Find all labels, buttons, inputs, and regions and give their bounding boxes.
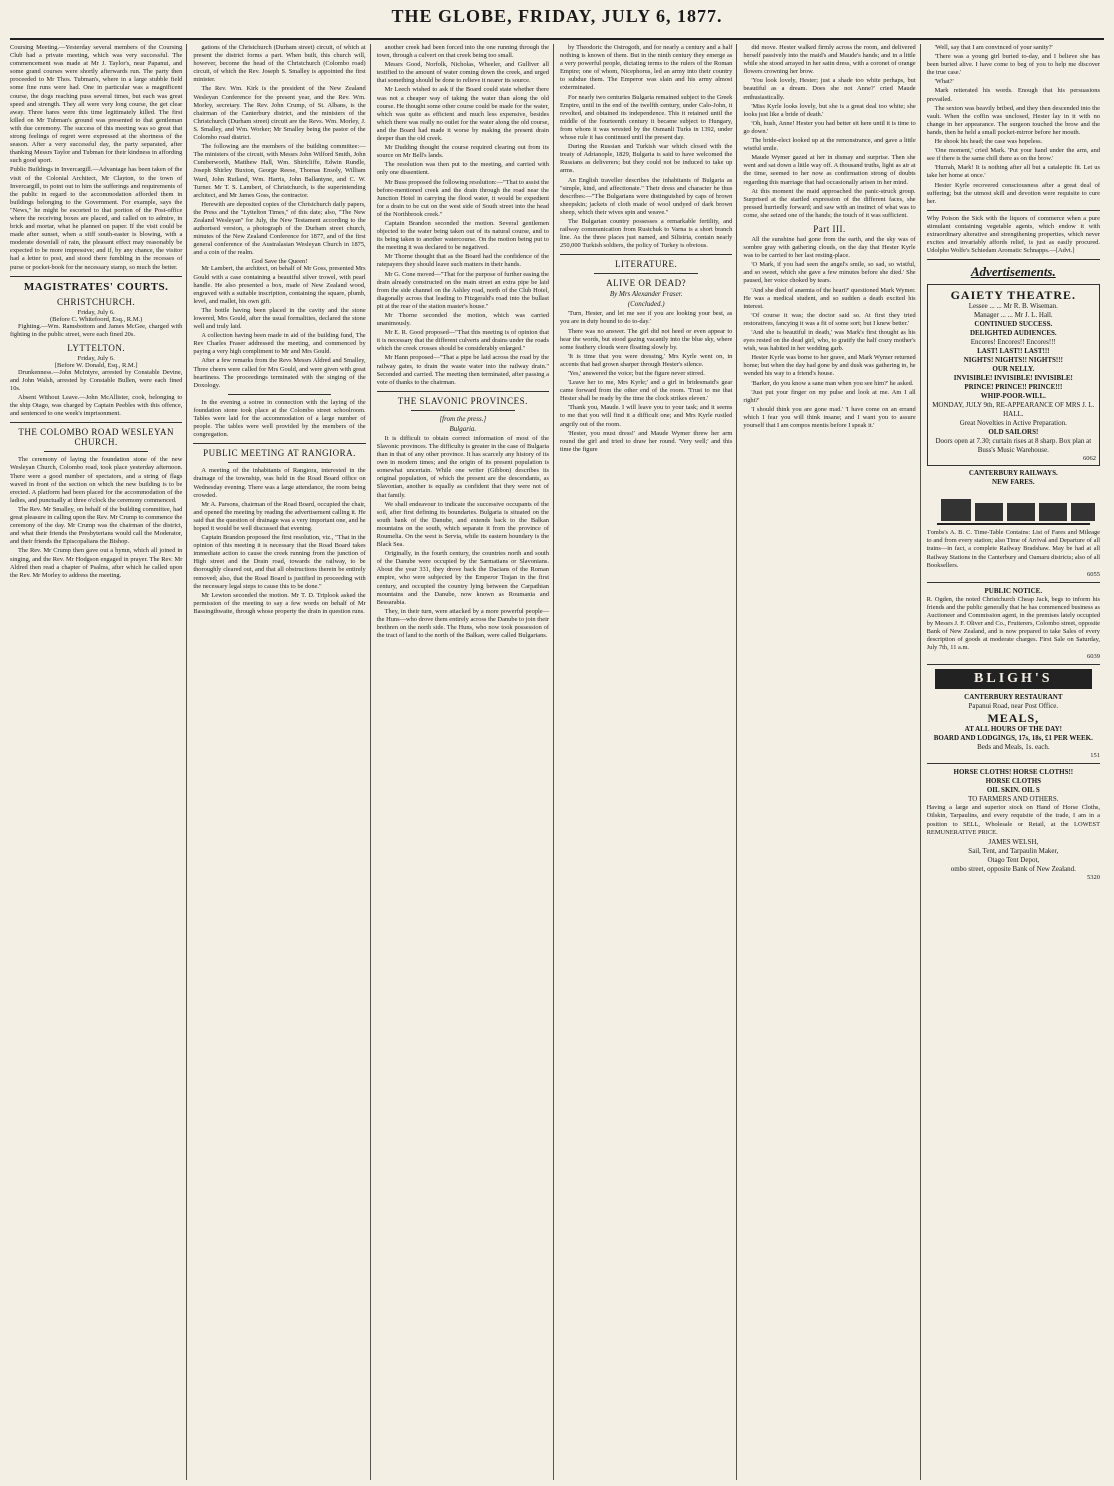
story-paragraph: 'Turn, Hester, and let me see if you are looking your best, as you are in duty bound to do to-day.' xyxy=(559,310,733,326)
divider xyxy=(927,664,1100,665)
heading-christchurch: CHRISTCHURCH. xyxy=(57,296,136,307)
source-line: [from the press.] xyxy=(439,414,487,423)
article-paragraph: They, in their turn, were attacked by a more powerful people—the Huns—who drove them entirely across the Danube to join their brethren on the north side. The Huns, who now took possession of the tract of land to the north of the Balkan, were called Bulgarians. xyxy=(376,607,549,640)
divider xyxy=(594,273,697,274)
article-paragraph: The Rev. Mr Crump then gave out a hymn, which all joined in singing, and the Rev. Mr Hodgson engaged in prayer. The Rev. Mr Aldred then read a chapter of Psalms, after which he called upon the Rev. Mr Morley to address the meeting. xyxy=(10,547,183,579)
story-paragraph: 'Miss Kyrle looks lovely, but she is a great deal too white; she looks just like a bride of death.' xyxy=(743,102,916,118)
advertisements-heading: Advertisements. xyxy=(970,264,1056,280)
divider xyxy=(10,422,182,423)
story-paragraph: Hester Kyrle was borne to her grave, and Mark Wymer returned home; but when the day had gone by and dusk was gathering in, he wended his way to a friend's house. xyxy=(743,354,916,378)
article-paragraph: Mr Leech wished to ask if the Board could state whether there was not a cheaper way of taking the water than along the old course. He thought some other course could be made for the water, which was quite as efficient and much less expensive, besides which there was really no outlet for the water along the old course, and the Board had made it worse by making the present drain deeper than the old creek. xyxy=(376,86,549,143)
ad-line: HORSE CLOTHS xyxy=(985,777,1042,786)
story-paragraph: The bride-elect looked up at the remonstrance, and gave a little wistful smile. xyxy=(743,137,916,153)
divider xyxy=(560,254,732,255)
story-paragraph: 'Yes,' answered the voice; but the figure never stirred. xyxy=(567,370,705,377)
heading-slavonic: THE SLAVONIC PROVINCES. xyxy=(397,395,528,406)
newspaper-title: THE GLOBE, FRIDAY, JULY 6, 1877. xyxy=(391,6,723,26)
ad-number: 6062 xyxy=(1082,455,1096,463)
heading-rangiora: PUBLIC MEETING AT RANGIORA. xyxy=(203,448,356,459)
article-paragraph: It is difficult to obtain correct information of most of the Slavonic provinces. The difficulty is greater in the case of Bulgaria than in that of any other province. It has scarcely any history of its own in modern times; and the origin of its present population is somewhat uncertain. While one writer (Gibbon) describes its original population, of which the present are the descendants, as Slavonian, another is equally as confident that they were not of that family. xyxy=(376,434,549,499)
ad-banner: BLIGH'S xyxy=(935,669,1092,689)
article-paragraph: The bottle having been placed in the cavity and the stone lowered, Mrs Gould, after the usual formalities, declared the stone well and truly laid. xyxy=(193,306,366,331)
ad-title: PUBLIC NOTICE. xyxy=(984,586,1043,595)
court-drunkenness: Drunkenness.—John McIntyre, arrested by Constable Devine, and John Walsh, arrested by Constable Bullen, were each fined 10s. xyxy=(10,368,183,392)
article-paragraph: In the evening a soiree in connection with the laying of the foundation stone took place at the Colombo street schoolroom. Tables were laid for the accommodation of a large number of people. The tables were well provided by the members of the congregation. xyxy=(193,398,366,439)
ad-body: Having a large and superior stock on Hand of Horse Cloths, Oilskin, Tarpaulins, and every requisite of the trade, I am in a position to SELL, Wholesale or Retail, at the LOWEST REMUNERATIVE PRICE. xyxy=(926,804,1100,836)
ad-line: Encores! Encores!! Encores!!! xyxy=(970,338,1056,347)
story-paragraph: Mark reiterated his words. Enough that his persuasions prevailed. xyxy=(926,87,1100,103)
ad-title: GAIETY THEATRE. xyxy=(950,288,1077,303)
ad-title: HORSE CLOTHS! HORSE CLOTHS!! xyxy=(953,768,1074,777)
story-paragraph: 'Just put your finger on my pulse and look at me. Am I all right?' xyxy=(743,388,916,404)
article-paragraph: Mr A. Parsons, chairman of the Road Board, occupied the chair, and opened the meeting by reading the advertisement calling it. He said that the question of drainage was a very important one, and he hoped it would be well discussed that evening. xyxy=(193,500,366,532)
article-paragraph: The ceremony of laying the foundation stone of the new Wesleyan Church, Colombo road, took place yesterday afternoon. There were a good number of spectators, and a string of flags waved in front of the section on which the new building is to be erected. A platform had been placed for the accommodation of the ladies, and punctually at three o'clock the ceremony commenced. xyxy=(10,456,183,504)
ad-subtitle: NEW FARES. xyxy=(992,478,1035,487)
divider xyxy=(377,391,549,392)
story-paragraph: 'Barker, do you know a sane man when you see him?' he asked. xyxy=(751,379,914,387)
story-paragraph: 'Oh, hush, Anne! Hester you had better sit here until it is time to go down.' xyxy=(743,119,916,135)
ad-line: Otago Tent Depot, xyxy=(987,855,1040,864)
ad-body: Tombs's A. B. C. Time-Table Contains: List of Fares and Mileage to and from every station; also Time of Arrival and Departure of all trains—in fact, a complete Railway Bradshaw. May be had at all Railway Stations in the Canterbury and Oamaru districts; also of all Booksellers. xyxy=(926,529,1100,569)
article-paragraph: The resolution was then put to the meeting, and carried with only one dissentient. xyxy=(376,161,549,177)
article-paragraph: Mr Lewton seconded the motion. Mr T. D. Triplook asked the permission of the meeting to say a few words on behalf of Mr Bassingthwaite, through whose property the drain in question runs. xyxy=(193,591,366,615)
ad-line: Manager ... ... Mr J. L. Hall. xyxy=(973,311,1053,320)
article-coursing: Coursing Meeting.—Yesterday several members of the Coursing Club had a private meeting, which was very successful. The commencement was made at Mr J. Taylor's, near Papanui, and some grand courses were shortly afterwards run. The party then proceeded to Mr Thos. Tubman's, where in a large stubble field some fine runs were had. One in particular was a magnificent course, the dogs reaching puss several times, but each was great speed and strength. They all were very long course, the get clear away. Three hares were this time legitimately killed. The first killed on Mr Tubman's ground was presented to that gentleman with due ceremony. The success of this meeting was so great that strong feelings of regret were expressed at the shortness of the season. After a very successful day, the party separated, after thanking Messrs Taylor and Tubman for their kindness in affording such good sport. xyxy=(10,44,183,165)
story-paragraph: The sexton was heavily bribed, and they then descended into the vault. When the coffin was unclosed, Hester lay in it with no change in her appearance. The surgeon touched the brow and the hands, then he held a small pocket-mirror before her mouth. xyxy=(926,104,1100,136)
before-line: (Before C. Whitefoord, Esq., R.M.) xyxy=(50,315,143,323)
story-paragraph: 'Hester, you must dress!' and Maude Wymer threw her arm round the girl and tried to draw her round. 'Very well;' and this time the figure xyxy=(559,429,733,453)
story-paragraph: There was no answer. The girl did not heed or even appear to hear the words, but stood gazing vacantly into the blue sky, where some feathery clouds were floating slowly by. xyxy=(559,327,733,351)
story-paragraph: He shook his head; the case was hopeless. xyxy=(934,138,1043,146)
column-5 xyxy=(743,44,920,1480)
ad-number: 6055 xyxy=(1086,570,1100,578)
subheading-bulgaria: Bulgaria. xyxy=(449,424,477,433)
article-paragraph: A meeting of the inhabitants of Rangiora, interested in the drainage of the township, was held in the Road Board office on Wednesday evening. There was a large attendance, the room being crowded. xyxy=(193,467,366,499)
article-paragraph: Originally, in the fourth century, the countries north and south of the Danube were occupied by the Sarmatians or Slavonians. About the year 331, they drove back the Dacians of the Roman empire, who were subjected by the Emperor Trajan in the first century, and occupied the country lying between the Carpathian mountains and the Danube, now known as Roumania and Bessarabia. xyxy=(376,550,549,606)
ad-number: 151 xyxy=(1090,752,1100,760)
story-author: By Mrs Alexander Fraser. xyxy=(609,290,683,299)
story-paragraph: 'Well, say that I am convinced of your sanity?' xyxy=(934,44,1053,51)
ad-line: MONDAY, JULY 9th, RE-APPEARANCE OF MRS J. L. HALL. xyxy=(932,401,1095,419)
column-4 xyxy=(560,44,737,1480)
ad-line: TO FARMERS AND OTHERS. xyxy=(968,795,1059,804)
article-paragraph: Mr G. Cone moved—"That for the purpose of further easing the drain already constructed on the main street an extra pipe be laid from the side channel on the Ashley road, north of the Club Hotel, diagonally across that leading to Fitzgerald's road into the bullast pit at the rear of the station master's house." xyxy=(376,270,549,310)
article-paragraph: The Rev. Mr Smalley, on behalf of the building committee, had great pleasure in calling upon the Rev. Mr Crump to commence the ceremony of the day. Mr Crump was the chairman of the district, and what their friends the Presbyterians would call the Moderator, and their friends the Episcopalians the Bishop. xyxy=(10,505,183,546)
ad-canterbury-railways xyxy=(927,469,1100,577)
story-paragraph: Maude Wymer gazed at her in dismay and surprise. Then she went and sat down a little way off. A thousand truths, light as air at the time, seemed to her now as confirmation strong of doubts regarding this marriage that had occasionally arisen in her mind. xyxy=(743,154,916,186)
column-1 xyxy=(10,44,187,1480)
article-paragraph: During the Russian and Turkish war which closed with the treaty of Adrianople, 1829, Bulgaria is said to have welcomed the Russians as deliverers; but they could not be induced to take up arms. xyxy=(559,143,733,175)
ad-line: AT ALL HOURS OF THE DAY! xyxy=(964,725,1062,734)
ad-line: Great Novelties in Active Preparation. xyxy=(959,419,1067,428)
article-paragraph: Mr Lambert, the architect, on behalf of Mr Goss, presented Mrs Gould with a case containing a beautiful silver trowel, with pearl handle. He also presented a box, made of New Zealand wood, engraved with a suitable inscription, containing the square, plumb, level, and mallet, his own gift. xyxy=(193,265,366,305)
ad-line: CONTINUED SUCCESS. xyxy=(974,320,1053,329)
article-invercargill: Public Buildings in Invercargill.—Advantage has been taken of the visit of the Colonial Architect, Mr Clayton, to the town of Invercargill, to point out to him the sufferings and requirements of the public in regard to the accommodation afforded them in buildings belonging to the Government. For example, says the "News," he might be escorted to that portion of the Post-office where the receiving boxes are placed, and called on to admire, in brick and mortar, what he planned on paper. If the visit could be made after sunset, when a stiff south-easter is blowing, with a moderate downfall of rain, the pleasant effect may reasonably be expected to be more impressive; and if, by any chance, the visitor had a letter to post, and stood there fumbling in the recesses of purse or pocket-book for the necessary stamp, so much the better. xyxy=(10,166,183,271)
ad-line: OIL SKIN. OIL S xyxy=(986,786,1040,795)
heading-lyttelton: LYTTELTON. xyxy=(67,342,126,353)
ad-line: Doors open at 7.30; curtain rises at 8 sharp. Box plan at Buss's Music Warehouse. xyxy=(935,437,1092,455)
story-paragraph: 'Leave her to me, Mrs Kyrle;' and a girl in bridesmaid's gear came forward from the other end of the room. 'Trust to me that Hester shall be ready by the time the clock strikes eleven.' xyxy=(559,379,733,403)
story-paragraph: 'And she died of anæmia of the heart?' questioned Mark Wymer. He was a medical student, and so sudden a death excited his interest. xyxy=(743,286,916,310)
ad-line: WHIP-POOR-WILL. xyxy=(980,392,1046,401)
article-paragraph: An English traveller describes the inhabitants of Bulgaria as "simple, kind, and affectionate." Their dress and character he thus describes:—"The Bulgarians were distinguished by caps of brown sheepskin; jackets of cloth made of wool undyed of dark brown sheep, which their wives spin and weave." xyxy=(559,176,733,216)
article-paragraph: The Rev. Wm. Kirk is the president of the New Zealand Wesleyan Conference for the present year, and the Rev. Wm. Morley, secretary. The Rev. John Crump, of St. Albans, is the chairman of the Canterbury district, and the ministers of the Christchurch (Durham street) circuit are the Revs. Wm. Morley, J. S. Smalley, and Wm. Worker; Mr Smalley being the pastor of the Colombo road district. xyxy=(193,85,366,142)
story-paragraph: 'I should think you are gone mad.' 'I have come on an errand which I fear you will think insane; and I want you to assure yourself that I am compos mentis before I speak it.' xyxy=(743,405,916,430)
ad-line: Beds and Meals, 1s. each. xyxy=(977,743,1050,752)
date-line: Friday, July 6. xyxy=(77,354,115,362)
divider xyxy=(10,276,182,277)
court-fighting: Fighting.—Wm. Ramsbottom and James McGee, charged with fighting in the public street, were each fined 20s. xyxy=(10,322,183,338)
ad-line: DELIGHTED AUDIENCES. xyxy=(969,329,1057,338)
article-paragraph: Mr Dudding thought the course required clearing out from its source on Mr Bell's lands. xyxy=(376,144,549,160)
story-paragraph: Hester Kyrle recovered consciousness after a great deal of suffering; but the utmost skill and devotion were requisite to cure her. xyxy=(926,181,1100,205)
story-paragraph: 'One moment,' cried Mark. 'Put your hand under the arm, and see if there is the same chill there as on the brow.' xyxy=(926,147,1100,163)
heading-magistrates: MAGISTRATES' COURTS. xyxy=(23,280,169,293)
ad-title: CANTERBURY RAILWAYS. xyxy=(968,469,1058,478)
divider xyxy=(228,462,331,463)
story-paragraph: All the sunshine had gone from the earth, and the sky was of sombre gray with gathering clouds, on the day that Hester Kyrle was to be carried to her last resting-place. xyxy=(743,235,916,260)
ad-line: PRINCE! PRINCE!! PRINCE!!! xyxy=(964,383,1063,392)
story-paragraph: At this moment the maid approached the panic-struck group. Surprised at the startled expression of the different faces, she pressed hurriedly forward; and saw with an instinct of what was to come, she seized one of the hands; the touch of it was sufficient. xyxy=(743,187,916,219)
divider xyxy=(927,259,1100,260)
ad-line: ombo street, opposite Bank of New Zealand. xyxy=(950,864,1076,873)
column-6 xyxy=(927,44,1104,1480)
column-2 xyxy=(193,44,370,1480)
divider xyxy=(411,410,514,411)
article-paragraph: A collection having been made in aid of the building fund, The Rev Charles Fraser addressed the meeting, and commenced by paying a very high compliment to Mr and Mrs Gould. xyxy=(193,332,366,356)
article-paragraph: The Bulgarian country possesses a remarkable fertility, and railway communication from Rustchuk to Varna is a short branch line. As the three places just named, and Silistria, contain nearly 250,000 Turkish soldiers, the policy of Turkey is obvious. xyxy=(559,217,733,250)
article-paragraph: gations of the Christchurch (Durham street) circuit, of which at present the district forms a part. When built, this church will, however, become the head of the Christchurch (Colombo road) circuit, of which the Rev. Joseph S. Smalley is appointed the first minister. xyxy=(193,44,366,84)
ad-line: Lessee ... ... Mr R. B. Wiseman. xyxy=(968,302,1058,311)
article-paragraph: For nearly two centuries Bulgaria remained subject to the Greek Empire, until in the end of the twelfth century, under Calo-John, it revolted, and obtained its independence. This it retained until the middle of the fourteenth century it became subject to Hungary, from whom it was wrested by the Osmanli Turks in 1392, under whose rule it has continued until the present day. xyxy=(559,93,733,142)
ad-line: OLD SAILORS! xyxy=(988,428,1039,437)
ad-line: Papanui Road, near Post Office. xyxy=(968,702,1059,711)
ad-line: LAST! LAST!! LAST!!! xyxy=(977,347,1050,356)
story-concluded: (Concluded.) xyxy=(627,300,665,309)
story-paragraph: 'You look lovely, Hester; just a shade too white perhaps, but beautiful as a dream. Does she not Anne?' cried Maude enthusiastically. xyxy=(743,77,916,101)
story-paragraph: 'Of course it was; the doctor said so. At first they tried restoratives, fancying it was a fit of some sort; but I knew better.' xyxy=(743,311,916,327)
ad-title: CANTERBURY RESTAURANT xyxy=(964,693,1063,702)
story-paragraph: did move. Hester walked firmly across the room, and delivered herself passively into the maid's and Maude's hands; and in a little while she stood arrayed in her satin dress, with a coronet of orange flowers crowning her brow. xyxy=(743,44,916,76)
story-paragraph: 'Thank you, Maude. I will leave you to your task; and it seems to me that you will find it a difficult one; and Mrs Kyrle rustled angrily out of the room. xyxy=(559,404,733,428)
story-paragraph: 'O Mark, if you had seen the angel's smile, so sad, so wistful, and so sweet, which she gave a few minutes before she died.' She paused, her voice choked by tears. xyxy=(743,261,916,285)
column-3 xyxy=(377,44,554,1480)
ad-horse-cloths xyxy=(927,768,1100,880)
divider xyxy=(44,451,147,452)
heading-literature: LITERATURE. xyxy=(615,259,678,270)
article-paragraph: Captain Brandon seconded the motion. Several gentlemen objected to the water being taken out of its natural course, and to its being taken to another watercourse. On the motion being put to the meeting it was declared to be negatived. xyxy=(376,219,549,252)
divider xyxy=(228,394,331,395)
article-paragraph: We shall endeavour to indicate the successive occupants of the soil, after first defining its boundaries. Bulgaria is situated on the south bank of the Danube, and extends back to the Balkan mountains on the south, which separate it from the province of Roumelia. On the west is Servia, while its eastern boundary is the Black Sea. xyxy=(376,500,549,549)
article-paragraph: The following are the members of the building committee:—The ministers of the circuit, with Messrs John Wilford Smith, John Cumberworth, Matthew Hall, Wm. Shirtcliffe, Edwin Rundle, Joseph Shirley Buxton, George Reese, Thomas Ensoly, William Ward, John Rutland, Wm. Harris, John Ballantyne, and C. W. Turner. Mr T. S. Lambert, of Christchurch, is the superintending architect, and Mr James Goss, the contractor. xyxy=(193,143,366,199)
newspaper-columns xyxy=(10,44,1104,1480)
ad-line: JAMES WELSH, xyxy=(988,837,1039,846)
article-paragraph: God Save the Queen! xyxy=(251,258,308,266)
article-paragraph: Herewith are deposited copies of the Christchurch daily papers, the Press and the "Lyttelton Times," of this date; also, "The New Zealand Wesleyan" for July, the New Testament according to the authorised version, a photograph of the Durham street church, minutes of the New Zealand Conference for 1877, and of the first general conference of the Australasian Wesleyan Church in 1875, and a coin of the realm. xyxy=(193,200,366,257)
ad-number: 5320 xyxy=(1086,873,1100,881)
ad-line: Sail, Tent, and Tarpaulin Maker, xyxy=(968,846,1059,855)
ad-number: 6039 xyxy=(1086,653,1100,661)
masthead xyxy=(10,0,1104,40)
story-paragraph: 'What?' xyxy=(934,78,954,86)
date-line: Friday, July 6. xyxy=(77,308,115,316)
ad-public-notice xyxy=(927,587,1100,661)
story-paragraph: 'Hurrah, Mark! It is nothing after all but a cataleptic fit. Let us take her home at once.' xyxy=(926,164,1100,180)
story-part-heading: Part III. xyxy=(813,223,846,234)
article-paragraph: another creek had been forced into the one running through the town, through a culvert on that creek being too small. xyxy=(376,44,549,60)
article-paragraph: by Theodoric the Ostrogoth, and for nearly a century and a half nothing is known of them. But in the ninth century they emerge as a very powerful people, dictating terms to the rulers of the Roman Empire; one of whom, Nicephorus, led an army into their country to subdue them. The Emperor was slain and his army almost exterminated. xyxy=(559,44,733,92)
divider xyxy=(927,582,1100,583)
story-paragraph: 'It is time that you were dressing,' Mrs Kyrle went on, in accents that had grown sharper through Hester's silence. xyxy=(559,352,733,368)
story-paragraph: 'There was a young girl buried to-day, and I believe she has been buried alive. I have come to beg of you to help me discover the true case.' xyxy=(926,53,1100,77)
story-title: ALIVE OR DEAD? xyxy=(606,278,687,289)
article-paragraph: Mr Thorne thought that as the Board had the confidence of the ratepayers they should leave such matters in their hands. xyxy=(376,253,549,269)
divider xyxy=(927,763,1100,764)
article-paragraph: Mr Buss proposed the following resolution:—"That to assist the before-mentioned creek and the drain through the road near the Junction Hotel in carrying the flood water, it would be expedient for a drain to be cut on the west side of South street into the head of the Northbrook creek." xyxy=(376,178,549,218)
article-paragraph: After a few remarks from the Revs Messrs Aldred and Smalley, Three cheers were called for Mrs Gould, and were given with great heartiness. The proceedings terminated with the singing of the Doxology. xyxy=(193,357,366,389)
article-paragraph: Captain Brandon proposed the first resolution, viz., "That in the opinion of this meeting it is necessary that the Road Board takes immediate action to cause the creek running from the junction of High street and the Drain road, towards the railway, to be thoroughly cleared out, and that all obstructions therein be entirely removed; also, that the Road Board is justified in proceeding with the necessary legal steps to cause this to be done." xyxy=(193,534,366,590)
ad-line: BOARD AND LODGINGS, 17s, 18s, £1 PER WEEK. xyxy=(933,734,1093,743)
article-paragraph: Mr E. R. Good proposed—"That this meeting is of opinion that it is necessary that the different culverts and drains under the roads which the creek crosses should be considerably enlarged." xyxy=(376,329,549,353)
before-line: [Before W. Donald, Esq., R.M.] xyxy=(54,361,138,369)
article-paragraph: Messrs Good, Norfolk, Nicholas, Wheeler, and Gulliver all testified to the amount of water coming down the creek, and urged that something should be done to relieve it nearer its source. xyxy=(376,61,549,85)
ad-gaiety-theatre xyxy=(927,284,1100,466)
divider xyxy=(927,210,1100,211)
ad-line: MEALS, xyxy=(987,711,1040,726)
ad-body: R. Ogden, the noted Christchurch Cheap Jack, begs to inform his friends and the public generally that he has commenced business as Auctioneer and Commission agent, in the premises lately occupied by Messrs J. F. Oliver and Co., Fruiterers, Colombo street, opposite Bank of New Zealand, and is now prepared to take Sales of every description of goods at moderate charges. First Sale on Saturday, July 7th, 11 a.m. xyxy=(926,595,1100,652)
article-paragraph: Mr Thorne seconded the motion, which was carried unanimously. xyxy=(376,312,549,328)
divider xyxy=(193,443,365,444)
heading-colombo-church: THE COLOMBO ROAD WESLEYAN CHURCH. xyxy=(18,427,174,448)
ad-line: INVISIBLE! INVISIBLE! INVISIBLE! xyxy=(953,374,1073,383)
ad-line: NIGHTS! NIGHTS!! NIGHTS!!! xyxy=(963,356,1063,365)
ad-blighs-restaurant xyxy=(927,669,1100,759)
train-illustration xyxy=(937,491,1090,525)
ad-line: OUR NELLY. xyxy=(992,365,1035,374)
schnapps-notice: Why Poison the Sick with the liquors of commerce when a pure stimulant containing vegetable agents, which endow it with extraordinary alterative and strengthening properties, which never excites and invariably affords relief, is just as easily procured. Udolpho Wolfe's Schiedam Aromatic Schnapps.—[Advt.] xyxy=(926,214,1100,255)
article-paragraph: Mr Hann proposed—"That a pipe be laid across the road by the railway gates, to drain the waste water into the railway drain." Seconded and carried. The meeting then terminated, after passing a vote of thanks to the chairman. xyxy=(376,354,549,386)
court-absent: Absent Without Leave.—John McAllister, cook, belonging to the ship Otago, was charged by Captain Peebles with this offence, and sentenced to one week's imprisonment. xyxy=(10,394,183,418)
story-paragraph: 'And she is beautiful in death,' was Mark's first thought as his eyes rested on the dead girl, who, to gratify the half crazy mother's wish, was habited in her wedding garb. xyxy=(743,329,916,353)
